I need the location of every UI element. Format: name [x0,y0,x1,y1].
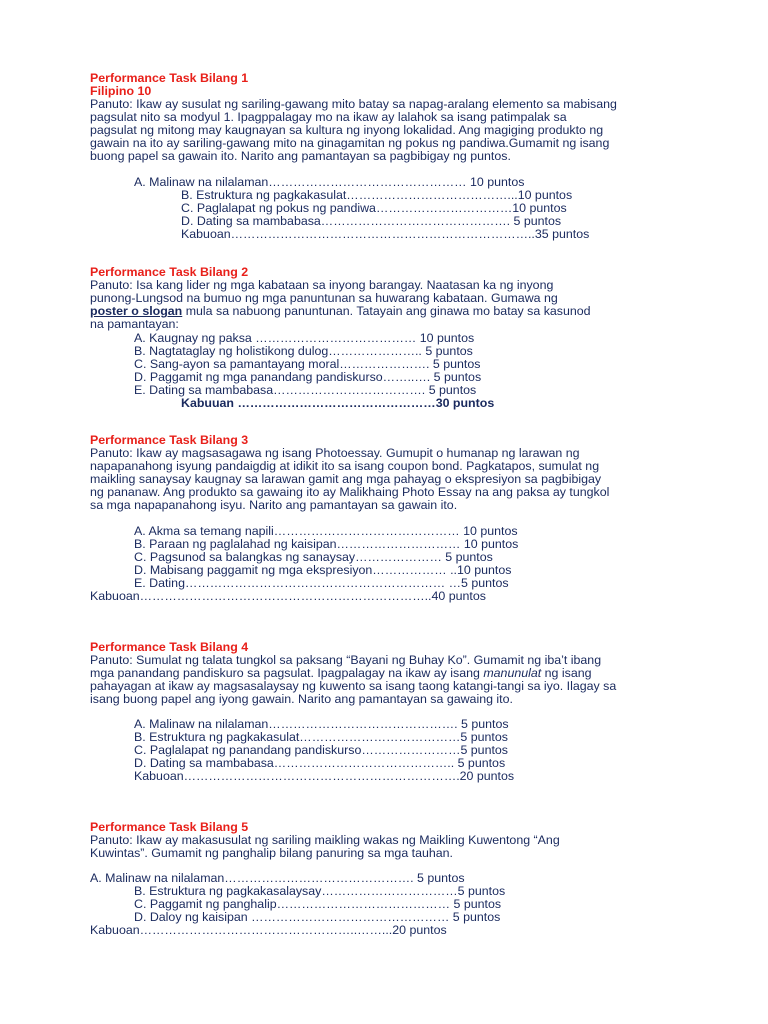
task-5-instruction-line: Panuto: Ikaw ay makasusulat ng sariling maikling wakas ng Maikling Kuwentong “Ang [90,833,560,847]
task-1-criterion: A. Malinaw na nilalaman………………………………………… 10 puntos [134,175,525,189]
task-2-instruction-line: punong-Lungsod na bumuo ng mga panuntunan sa huwarang kabataan. Gumawa ng [90,291,558,305]
task-5-criterion: A. Malinaw na nilalaman………………………………………. 5 puntos [90,871,465,885]
task-5-title: Performance Task Bilang 5 [90,820,249,834]
task-4-instruction-line: Panuto: Sumulat ng talata tungkol sa paksang “Bayani ng Buhay Ko”. Gumamit ng iba’t ibang [90,653,602,667]
task-2-instruction-line: Panuto: Isa kang lider ng mga kabataan sa inyong barangay. Naatasan ka ng inyong [90,278,554,292]
task-4-criterion: C. Paglalapat ng panandang pandiskurso……………………5 puntos [134,743,508,757]
task-4-criterion: A. Malinaw na nilalaman………………………………………. 5 puntos [134,717,509,731]
task-4-criterion: D. Dating sa mambabasa…………………………………….. 5 puntos [134,756,506,770]
task-4-title: Performance Task Bilang 4 [90,640,249,654]
task-5-criterion: C. Paggamit ng panghalip…………………………………… 5 puntos [134,897,502,911]
task-5-total: Kabuoan……………………………………………..……...20 puntos [90,923,447,937]
task-3-instruction-line: sa mga napapanahong isyu. Narito ang pamantayan sa gawain ito. [90,498,458,512]
task-1-total: Kabuoan………………………………………………………………..35 puntos [181,227,590,241]
task-2-criterion: B. Nagtataglay ng holistikong dulog………………….. 5 puntos [134,344,473,358]
task-4-instruction-line: isang buong papel ang iyong gawain. Narito ang pamantayan sa gawaing ito. [90,692,513,706]
task-1-subject: Filipino 10 [90,84,152,98]
task-5-instruction-line: Kuwintas”. Gumamit ng panghalip bilang panuring sa mga tauhan. [90,846,453,860]
task-1-criterion: D. Dating sa mambabasa………………………………………. 5 puntos [181,214,562,228]
task-2-title: Performance Task Bilang 2 [90,265,249,279]
task-4-total: Kabuoan………………………………………………………….20 puntos [134,769,515,783]
task-3-criterion: A. Akma sa temang napili……………………………………… 10 puntos [134,524,518,538]
task-1-instruction-line: gawain na ito ay sariling-gawang mito na ginagamitan ng pokus ng pandiwa.Gumamit ng isang [90,136,610,150]
task-3-criterion: B. Paraan ng paglalahad ng kaisipan………………………… 10 puntos [134,537,519,551]
task-4-criterion: B. Estruktura ng pagkakasulat…………………………………5 puntos [134,730,508,744]
task-1-instruction-line: pagsulat ng mitong may kaugnayan sa kultura ng inyong lokalidad. Ang magiging produkto ng [90,123,604,137]
task-5-criterion: D. Daloy ng kaisipan ………………………………………… 5 puntos [134,910,501,924]
task-2-criterion: A. Kaugnay ng paksa ………………………………… 10 puntos [134,331,475,345]
task-5-criterion: B. Estruktura ng pagkakasalaysay……………………………5 puntos [134,884,506,898]
task-3-instruction-line: ng pananaw. Ang produkto sa gawaing ito ay Malikhaing Photo Essay na ang paksa ay tungkol [90,485,610,499]
task-4-emphasis: manunulat [483,666,542,680]
task-2-criterion: C. Sang-ayon sa pamantayang moral…………………. 5 puntos [134,357,481,371]
task-3-total: Kabuoan……………………………………………………………..40 puntos [90,589,486,603]
task-2-instruction-text: mula sa nabuong panuntunan. Tatayain ang ginawa mo batay sa kasunod [182,304,591,318]
task-3-criterion: D. Mabisang paggamit ng mga ekspresiyon……………… ..10 puntos [134,563,512,577]
task-1-instruction-line: pagsulat nito sa modyul 1. Ipagppalagay mo na ikaw ay lalahok sa isang patimpalak sa [90,110,567,124]
task-3-criterion: C. Pagsunod sa balangkas ng sanaysay………………… 5 puntos [134,550,493,564]
task-2-total: Kabuuan …………………………………………30 puntos [181,396,495,410]
task-2-criterion: D. Paggamit ng mga panandang pandiskurso……..…. 5 puntos [134,370,482,384]
task-1-title: Performance Task Bilang 1 [90,71,249,85]
task-3-instruction-line: Panuto: Ikaw ay magsasagawa ng isang Photoessay. Gumupit o humanap ng larawan ng [90,446,580,460]
task-2-criterion: E. Dating sa mambabasa………………………………. 5 puntos [134,383,477,397]
task-2-instruction-line: na pamantayan: [90,317,179,331]
task-3-instruction-line: napapanahong isyung pandaigdig at idikit ito sa isang coupon bond. Pagkatapos, sumulat ng [90,459,600,473]
task-3-title: Performance Task Bilang 3 [90,433,249,447]
task-1-criterion: B. Estruktura ng pagkakasulat…………………………………...10 puntos [181,188,573,202]
task-1-criterion: C. Paglalapat ng pokus ng pandiwa……………………………10 puntos [181,201,567,215]
task-1-instruction-line: Panuto: Ikaw ay susulat ng sariling-gawang mito batay sa napag-aralang elemento sa mabisang [90,97,617,111]
task-2-emphasis: poster o slogan [90,304,183,318]
task-1-instruction-line: buong papel sa gawain ito. Narito ang pamantayan sa pagbibigay ng puntos. [90,149,511,163]
task-4-instruction-line: pahayagan at ikaw ay magsasalaysay ng kuwento sa isang taong katangi-tangi sa iyo. Ilagay sa [90,679,617,693]
task-4-instruction-text: ng isang [541,666,592,680]
task-3-criterion: E. Dating……………………………………………………… …5 puntos [134,576,509,590]
task-3-instruction-line: maikling sanaysay kaugnay sa larawan gamit ang mga pahayag o ekspresiyon sa pagbibigay [90,472,602,486]
task-4-instruction-text: mga panandang pandiskuro sa pagsulat. Ipagpalagay na ikaw ay isang [90,666,484,680]
